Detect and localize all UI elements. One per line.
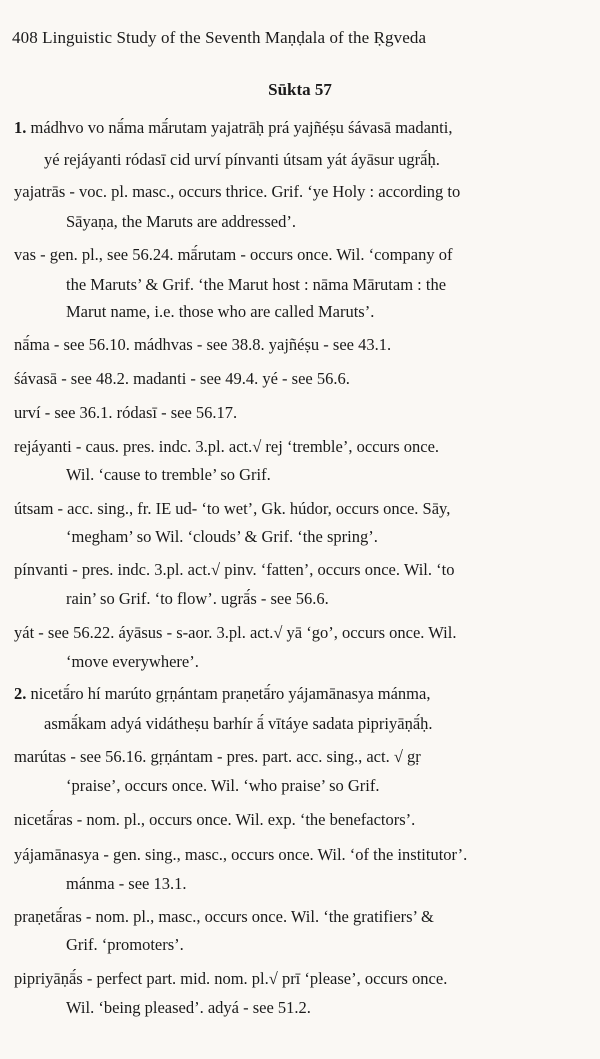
verse-number: 2.: [14, 684, 27, 703]
gloss-line: śávasā - see 48.2. madanti - see 49.4. yé - see 56.6.: [14, 369, 350, 388]
gloss-line: yájamānasya - gen. sing., masc., occurs once. Wil. ‘of the institutor’.: [14, 845, 468, 864]
verse-text: mádhvo vo nā́ma mā́rutam yajatrāḥ prá yajñéṣu śávasā madanti,: [30, 118, 453, 137]
running-header: 408 Linguistic Study of the Seventh Maṇḍala of the Ṛgveda: [12, 28, 427, 47]
gloss-line: Sāyaṇa, the Maruts are addressed’.: [66, 212, 296, 231]
gloss-line: Wil. ‘cause to tremble’ so Grif.: [66, 465, 271, 484]
gloss-line: Marut name, i.e. those who are called Maruts’.: [66, 302, 375, 321]
verse-line: yé rejáyanti ródasī cid urví pínvanti útsam yát áyāsur ugrā́ḥ.: [44, 150, 440, 169]
gloss-line: praṇetā́ras - nom. pl., masc., occurs once. Wil. ‘the gratifiers’ &: [14, 907, 434, 926]
gloss-line: ‘megham’ so Wil. ‘clouds’ & Grif. ‘the spring’.: [66, 527, 378, 546]
verse-line: [14, 118, 452, 138]
gloss-line: vas - gen. pl., see 56.24. mā́rutam - occurs once. Wil. ‘company of: [14, 245, 453, 264]
gloss-line: útsam - acc. sing., fr. IE ud- ‘to wet’, Gk. húdor, occurs once. Sāy,: [14, 499, 451, 518]
gloss-line: rejáyanti - caus. pres. indc. 3.pl. act.√ rej ‘tremble’, occurs once.: [14, 437, 440, 456]
verse-line: asmā́kam adyá vidátheṣu barhír ā́ vītáye sadata pipriyāṇā́ḥ.: [44, 714, 433, 733]
gloss-line: pipriyāṇā́s - perfect part. mid. nom. pl.√ prī ‘please’, occurs once.: [14, 969, 448, 988]
gloss-line: rain’ so Grif. ‘to flow’. ugrā́s - see 56.6.: [66, 589, 329, 608]
sukta-title: Sūkta 57: [268, 80, 332, 99]
gloss-line: yajatrās - voc. pl. masc., occurs thrice. Grif. ‘ye Holy : according to: [14, 182, 461, 201]
gloss-line: ‘praise’, occurs once. Wil. ‘who praise’ so Grif.: [66, 776, 380, 795]
gloss-line: nicetā́ras - nom. pl., occurs once. Wil. exp. ‘the benefactors’.: [14, 810, 416, 829]
gloss-line: pínvanti - pres. indc. 3.pl. act.√ pinv. ‘fatten’, occurs once. Wil. ‘to: [14, 560, 455, 579]
gloss-line: nā́ma - see 56.10. mádhvas - see 38.8. yajñéṣu - see 43.1.: [14, 335, 392, 354]
gloss-line: Grif. ‘promoters’.: [66, 935, 184, 954]
gloss-line: Wil. ‘being pleased’. adyá - see 51.2.: [66, 998, 311, 1017]
verse-text: nicetā́ro hí marúto gṛṇántam praṇetā́ro yájamānasya mánma,: [30, 684, 431, 703]
gloss-line: mánma - see 13.1.: [66, 874, 187, 893]
gloss-line: ‘move everywhere’.: [66, 652, 199, 671]
verse-number: 1.: [14, 118, 27, 137]
gloss-line: yát - see 56.22. áyāsus - s-aor. 3.pl. act.√ yā ‘go’, occurs once. Wil.: [14, 623, 457, 642]
gloss-line: urví - see 36.1. ródasī - see 56.17.: [14, 403, 238, 422]
gloss-line: marútas - see 56.16. gṛṇántam - pres. part. acc. sing., act. √ gṛ: [14, 747, 421, 766]
verse-line: [14, 684, 430, 704]
gloss-line: the Maruts’ & Grif. ‘the Marut host : nāma Mārutam : the: [66, 275, 447, 294]
